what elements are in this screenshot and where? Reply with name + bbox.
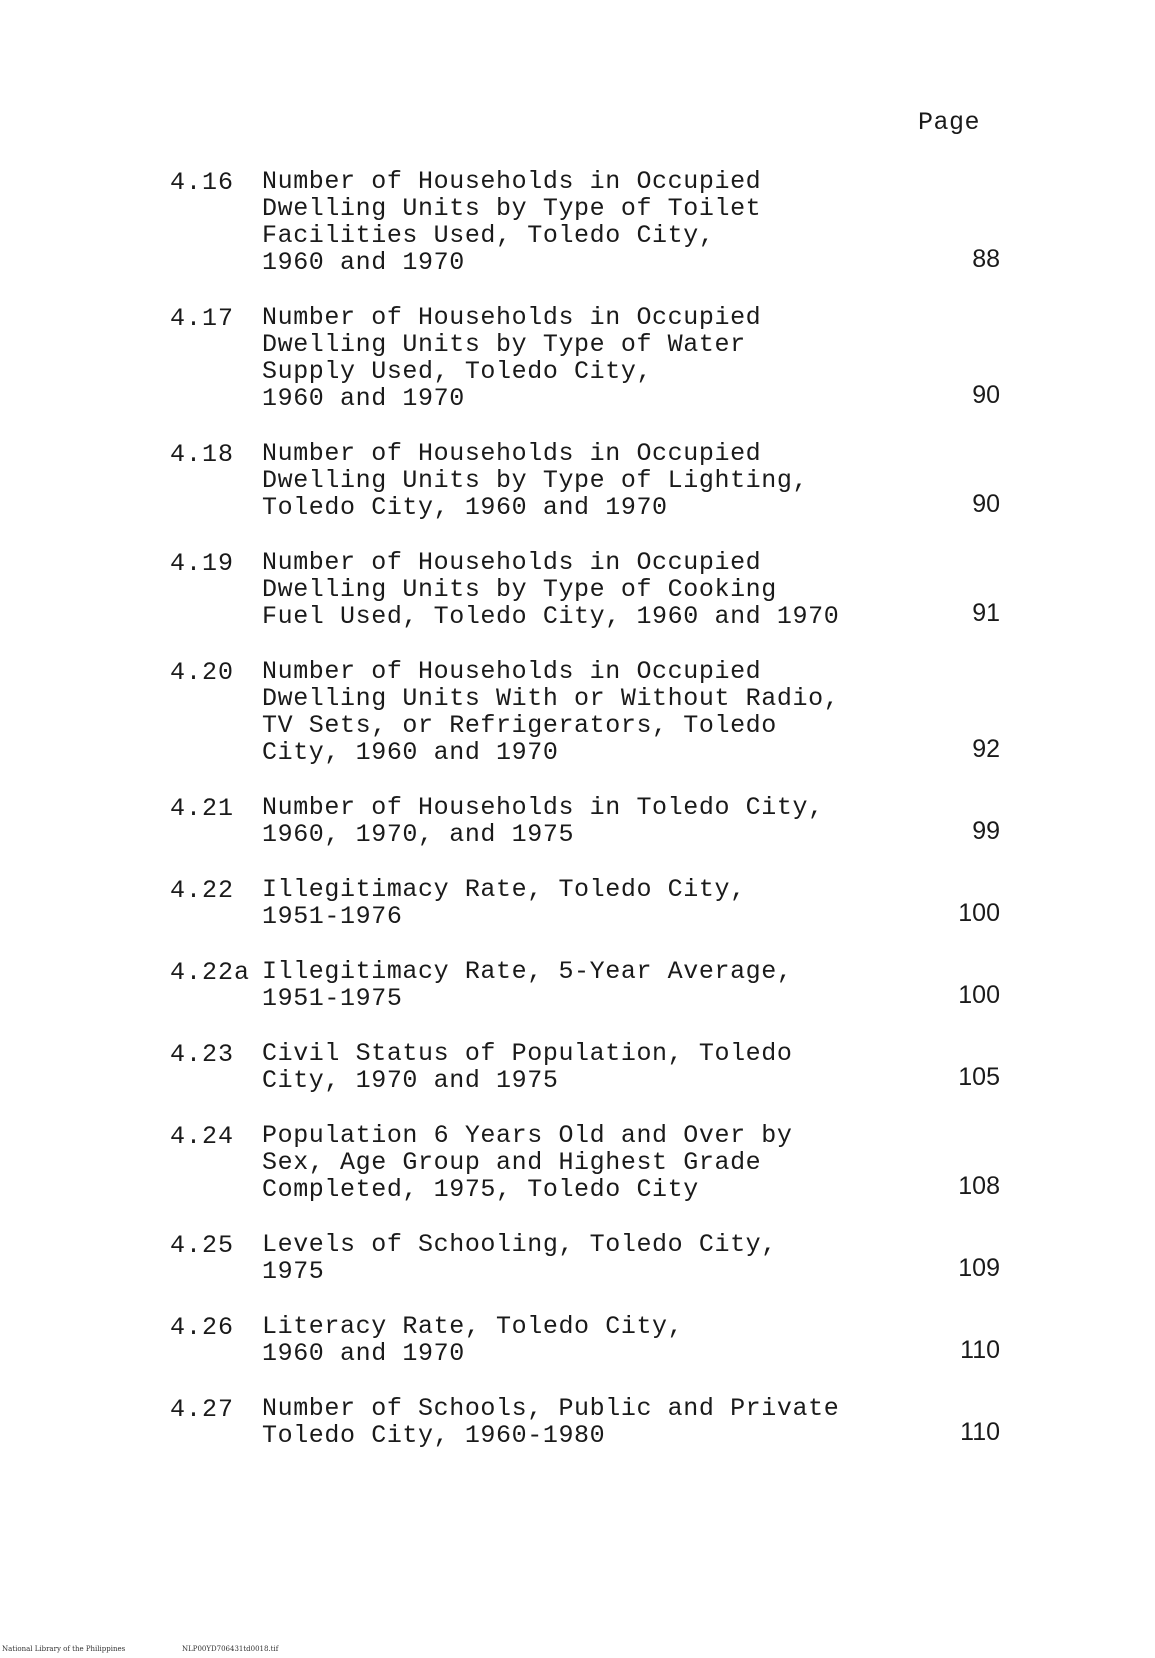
entry-title-line: 1975 <box>262 1257 325 1286</box>
entry-title-line: Number of Households in Occupied <box>262 167 762 196</box>
list-item <box>170 168 1000 276</box>
list-item <box>170 1122 1000 1203</box>
entry-page-number: 100 <box>958 899 1000 927</box>
entry-title <box>262 168 882 276</box>
entry-page-number: 91 <box>972 599 1000 627</box>
entry-title-line: Sex, Age Group and Highest Grade <box>262 1148 762 1177</box>
entry-title-line: Dwelling Units With or Without Radio, <box>262 684 840 713</box>
entry-title <box>262 958 882 1012</box>
list-item <box>170 794 1000 848</box>
table-of-contents-list <box>170 168 1000 1477</box>
entry-number: 4.18 <box>170 440 235 469</box>
entry-title-line: Number of Households in Occupied <box>262 303 762 332</box>
entry-page-number: 88 <box>972 245 1000 273</box>
entry-title <box>262 440 882 521</box>
entry-page-number: 110 <box>960 1336 1000 1364</box>
entry-title-line: Fuel Used, Toledo City, 1960 and 1970 <box>262 602 840 631</box>
entry-page-number: 109 <box>958 1254 1000 1282</box>
entry-title-line: 1960 and 1970 <box>262 248 465 277</box>
entry-title-line: Toledo City, 1960-1980 <box>262 1421 606 1450</box>
entry-title-line: Number of Schools, Public and Private <box>262 1394 840 1423</box>
entry-page-number: 92 <box>972 735 1000 763</box>
list-item <box>170 1395 1000 1449</box>
entry-title <box>262 304 882 412</box>
entry-title-line: Population 6 Years Old and Over by <box>262 1121 793 1150</box>
entry-title-line: Illegitimacy Rate, Toledo City, <box>262 875 746 904</box>
entry-title-line: Supply Used, Toledo City, <box>262 357 653 386</box>
list-item <box>170 658 1000 766</box>
entry-page-number: 110 <box>960 1418 1000 1446</box>
entry-number: 4.26 <box>170 1313 235 1342</box>
list-item <box>170 876 1000 930</box>
entry-title <box>262 1122 882 1203</box>
entry-title-line: 1951-1975 <box>262 984 403 1013</box>
entry-number: 4.17 <box>170 304 235 333</box>
entry-title-line: Completed, 1975, Toledo City <box>262 1175 699 1204</box>
page-column-heading: Page <box>918 108 981 137</box>
footer-file-id: NLP00YD706431td0018.tif <box>182 1645 279 1653</box>
entry-number: 4.25 <box>170 1231 235 1260</box>
entry-page-number: 99 <box>972 817 1000 845</box>
footer <box>2 1645 279 1653</box>
entry-title-line: Number of Households in Occupied <box>262 439 762 468</box>
entry-title-line: Number of Households in Occupied <box>262 548 762 577</box>
entry-title-line: Levels of Schooling, Toledo City, <box>262 1230 777 1259</box>
list-item <box>170 549 1000 630</box>
entry-title-line: 1960, 1970, and 1975 <box>262 820 575 849</box>
entry-title-line: City, 1960 and 1970 <box>262 738 559 767</box>
entry-title-line: Number of Households in Occupied <box>262 657 762 686</box>
list-item <box>170 1231 1000 1285</box>
entry-page-number: 105 <box>958 1063 1000 1091</box>
entry-title <box>262 1313 882 1367</box>
entry-title-line: Number of Households in Toledo City, <box>262 793 824 822</box>
entry-title <box>262 549 882 630</box>
entry-page-number: 108 <box>958 1172 1000 1200</box>
entry-title-line: TV Sets, or Refrigerators, Toledo <box>262 711 777 740</box>
footer-library: National Library of the Philippines <box>2 1645 126 1653</box>
list-item <box>170 440 1000 521</box>
entry-title-line: Facilities Used, Toledo City, <box>262 221 715 250</box>
entry-title-line: 1951-1976 <box>262 902 403 931</box>
entry-title-line: Dwelling Units by Type of Toilet <box>262 194 762 223</box>
entry-title-line: Civil Status of Population, Toledo <box>262 1039 793 1068</box>
entry-number: 4.19 <box>170 549 235 578</box>
entry-title <box>262 1040 882 1094</box>
entry-number: 4.20 <box>170 658 235 687</box>
entry-title-line: City, 1970 and 1975 <box>262 1066 559 1095</box>
entry-title-line: 1960 and 1970 <box>262 1339 465 1368</box>
entry-title-line: Dwelling Units by Type of Water <box>262 330 746 359</box>
entry-title <box>262 1395 882 1449</box>
entry-title <box>262 876 882 930</box>
list-item <box>170 1313 1000 1367</box>
entry-title-line: Toledo City, 1960 and 1970 <box>262 493 668 522</box>
entry-title <box>262 658 882 766</box>
entry-number: 4.22a <box>170 958 251 987</box>
entry-number: 4.24 <box>170 1122 235 1151</box>
entry-number: 4.27 <box>170 1395 235 1424</box>
entry-page-number: 90 <box>972 381 1000 409</box>
entry-title-line: Dwelling Units by Type of Cooking <box>262 575 777 604</box>
entry-page-number: 90 <box>972 490 1000 518</box>
entry-title-line: Dwelling Units by Type of Lighting, <box>262 466 809 495</box>
entry-number: 4.21 <box>170 794 235 823</box>
entry-title <box>262 1231 882 1285</box>
entry-number: 4.23 <box>170 1040 235 1069</box>
list-item <box>170 1040 1000 1094</box>
list-item <box>170 304 1000 412</box>
entry-title <box>262 794 882 848</box>
entry-number: 4.16 <box>170 168 235 197</box>
entry-page-number: 100 <box>958 981 1000 1009</box>
entry-title-line: Literacy Rate, Toledo City, <box>262 1312 684 1341</box>
entry-title-line: 1960 and 1970 <box>262 384 465 413</box>
entry-title-line: Illegitimacy Rate, 5-Year Average, <box>262 957 793 986</box>
entry-number: 4.22 <box>170 876 235 905</box>
list-item <box>170 958 1000 1012</box>
